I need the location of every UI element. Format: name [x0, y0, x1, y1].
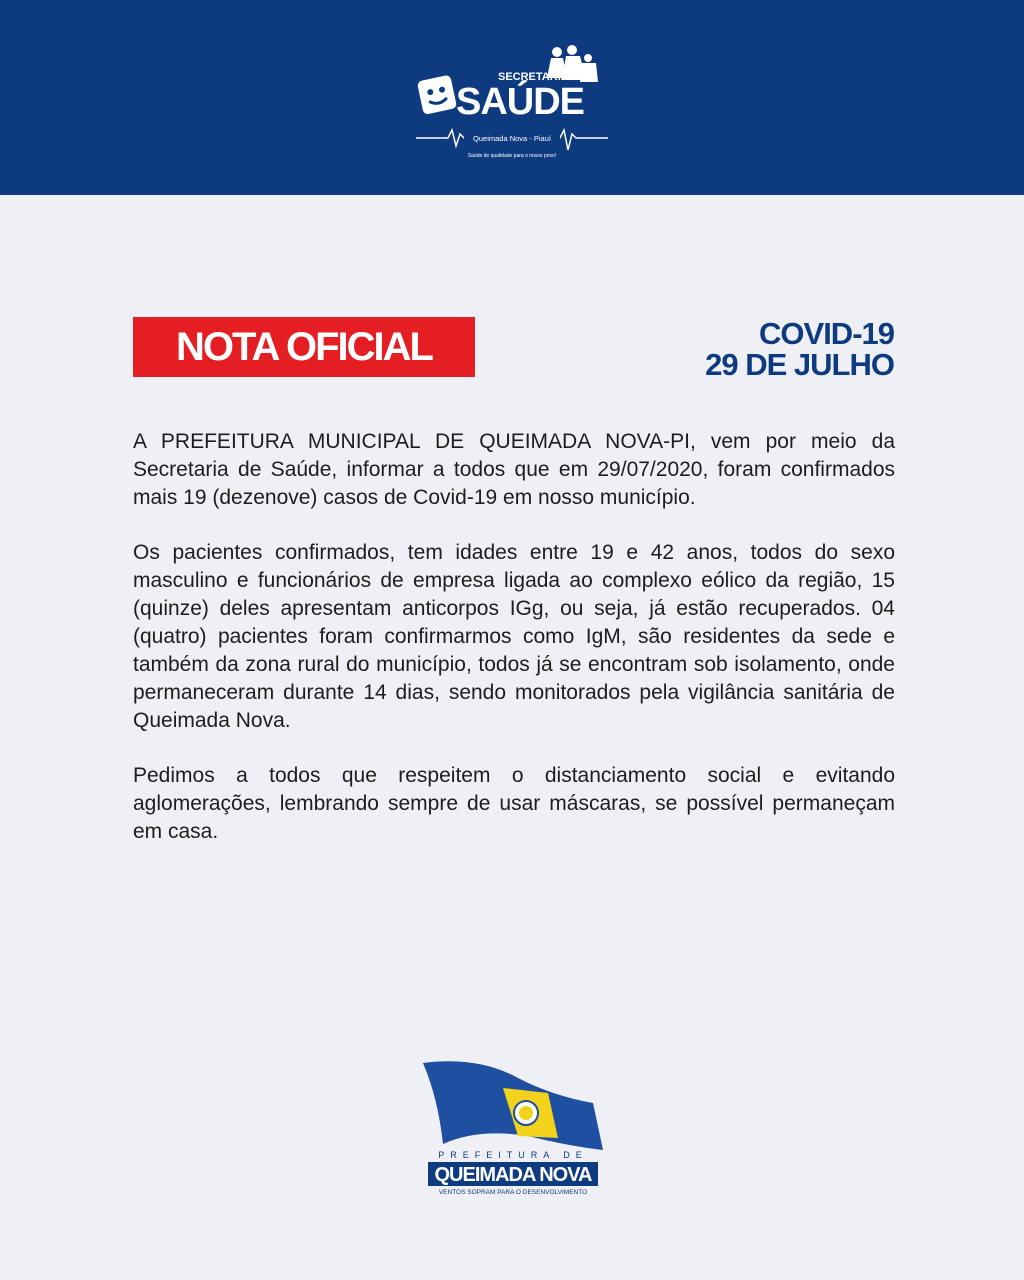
paragraph-appeal: Pedimos a todos que respeitem o distanciamento social e evitando aglomerações, lembrando sempre de usar máscaras, se possível permaneçam em casa.	[133, 764, 895, 843]
svg-text:Queimada Nova - Piauí: Queimada Nova - Piauí	[473, 134, 551, 143]
svg-text:SECRETARIA DE: SECRETARIA DE	[498, 71, 587, 83]
svg-text:Saúde de qualidade para o noss: Saúde de qualidade para o nosso povo!	[467, 153, 557, 159]
header-banner	[0, 0, 1024, 195]
covid-date-heading	[705, 318, 894, 380]
report-date: 29 DE JULHO	[705, 347, 894, 382]
secretaria-saude-logo	[412, 40, 612, 165]
prefeitura-queimada-nova-logo	[418, 1058, 608, 1198]
svg-text:VENTOS SOPRAM PARA O DESENVOLV: VENTOS SOPRAM PARA O DESENVOLVIMENTO	[438, 1189, 588, 1196]
paragraph-intro: A PREFEITURA MUNICIPAL DE QUEIMADA NOVA-PI, vem por meio da Secretaria de Saúde, informar a todos que em 29/07/2020, foram confirmados mais 19 (dezenove) casos de Covid-19 em nosso município.	[133, 430, 895, 509]
paragraph-patients: Os pacientes confirmados, tem idades entre 19 e 42 anos, todos do sexo masculino e funcionários de empresa ligada ao complexo eólico da região, 15 (quinze) deles apresentam anticorpos IGg, ou seja, já estão recuperados. 04 (quatro) pacientes foram confirmarmos como IgM, são residentes da sede e também da zona rural do município, todos já se encontram sob isolamento, onde permaneceram durante 14 dias, sendo monitorados pela vigilância sanitária de Queimada Nova.	[133, 541, 895, 732]
svg-text:SAÚDE: SAÚDE	[456, 81, 585, 123]
note-body	[133, 428, 895, 873]
covid-topic: COVID-19	[759, 316, 894, 351]
svg-text:QUEIMADA NOVA: QUEIMADA NOVA	[434, 1164, 592, 1186]
nota-oficial-badge: NOTA OFICIAL	[133, 317, 475, 377]
svg-text:PREFEITURA DE: PREFEITURA DE	[438, 1150, 588, 1160]
